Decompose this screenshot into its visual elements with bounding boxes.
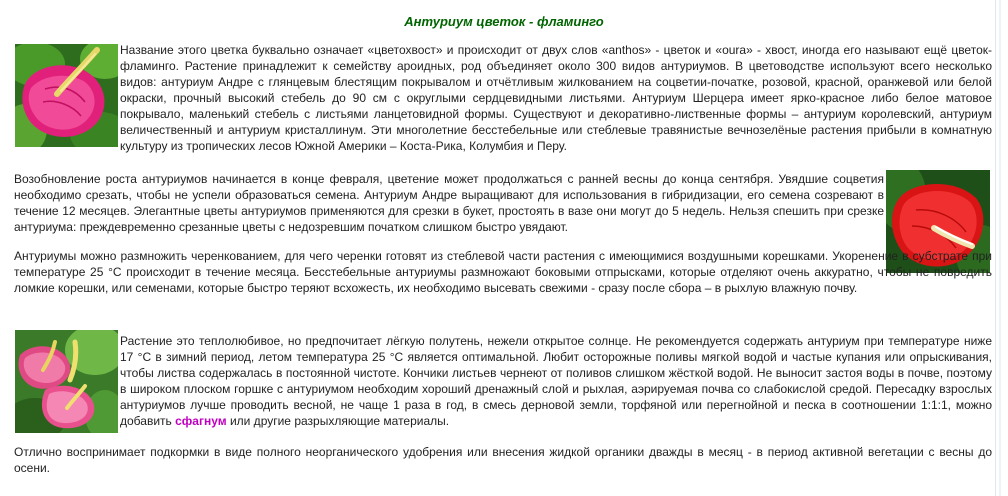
paragraph-growth: Возобновление роста антуриумов начинается в конце февраля, цветение может продолжаться с ранней весны до конца сентября. Увядшие соцветия необходимо срезать, чтобы не успели образоваться семена. Антуриум Андре выращивают для использования в гибридизации, его семена созревают в течение 12 месяцев. Элегантные цветы антуриумов применяются для срезки в букет, простоять в вазе они могут до 5 недель. Нельзя спешить при срезке антуриума: преждевременно срезанные цветы с недозревшим початком слишком быстро увядают. bbox=[14, 172, 884, 234]
pink-anthurium-cluster-photo bbox=[15, 330, 118, 433]
right-border-shadow bbox=[999, 0, 1001, 496]
care-text-start: Растение это теплолюбивое, но предпочитает лёгкую полутень, нежели открытое солнце. Не рекомендуется содержать антуриум при температуре ниже 17 °С в зимний период, летом температура 25 °С является оптимальной. Любит осторожные поливы мягкой водой и частые купания или опрыскивания, чтобы листва содержалась в постоянной чистоте. Кончики листьев чернеют от поливов слишком жёсткой водой. Не выносит застоя воды в почве, поэтому в широком плоском горшке с антуриумом необходим хороший дренажный слой и рыхлая, аэрируемая почва со слабокислой средой. Пересадку взрослых антуриумов лучше проводить весной, не чаще 1 раза в год, в смесь дерновой земли, торфяной или перегнойной и песка в соотношении 1:1:1, можно добавить bbox=[120, 334, 992, 428]
paragraph-feeding: Отлично воспринимает подкормки в виде полного неорганического удобрения или внесения жидкой органики дважды в месяц - в период активной вегетации с весны до осени. bbox=[14, 445, 992, 475]
sphagnum-link[interactable]: сфагнум bbox=[175, 414, 227, 428]
care-text-end: или другие разрыхляющие материалы. bbox=[226, 414, 450, 428]
right-border-line bbox=[995, 0, 996, 496]
pink-anthurium-photo bbox=[15, 44, 118, 147]
paragraph-care bbox=[120, 333, 992, 429]
paragraph-intro: Название этого цветка буквально означает «цветохвост» и происходит от двух слов «anthos» - цветок и «oura» - хвост, иногда его называют ещё цветок-фламинго. Растение принадлежит к семейству ароидных, род объединяет около 300 видов антуриумов. В цветоводстве используют всего несколько видов: антуриум Андре с глянцевым блестящим покрывалом и отчётливым жилкованием на соцветии-початке, розовой, красной, оранжевой или белой окраски, прочный высокий стебель до 90 см с округлыми сердцевидными листьями. Антуриум Шерцера имеет ярко-красное либо белое матовое покрывало, маленький стебель с листьями ланцетовидной формы. Существуют и декоративно-лиственные формы – антуриум королевский, антуриум величественный и антуриум кристаллинум. Эти многолетние бесстебельные или стеблевые травянистые вечнозелёные растения прибыли в комнатную культуру из тропических лесов Южной Америки – Коста-Рика, Колумбия и Перу. bbox=[120, 43, 992, 153]
paragraph-propagation: Антуриумы можно размножить черенкованием, для чего черенки готовят из стеблевой части растения с имеющимися воздушными корешками. Укоренение в субстрате при температуре 25 °С происходит в течение месяца. Бесстебельные антуриумы размножают боковыми отпрысками, которые отделяют очень аккуратно, чтобы не повредить ломкие корешки, или семенами, которые быстро теряют всхожесть, их необходимо высевать свежими - сразу после сбора – в рыхлую влажную почву. bbox=[14, 249, 992, 295]
page-title: Антуриум цветок - фламинго bbox=[404, 14, 604, 29]
